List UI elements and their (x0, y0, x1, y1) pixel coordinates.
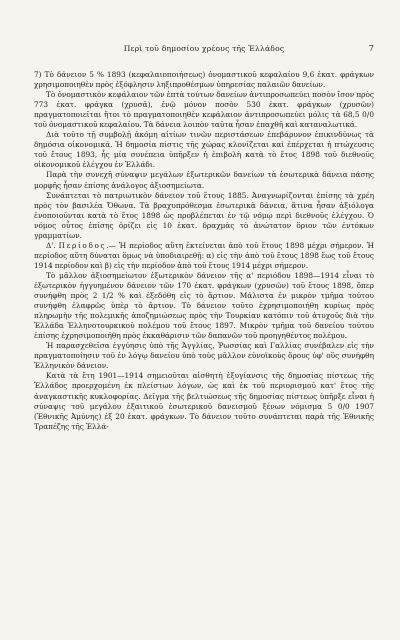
page-number: 7 (368, 44, 374, 53)
header-title: Περὶ τοῦ δημοσίου χρέους τῆς Ἑλλάδος (123, 44, 285, 53)
paragraph-1901-1914: Κατὰ τὰ ἔτη 1901—1914 σημειοῦται αἰσθητὴ ἐξυγίανσις τῆς δημοσίας πίστεως τῆς Ἑλλάδος προερχομένη ἐκ πλείστων λόγων, ὡς καὶ ἐκ τοῦ περιορισμοῦ κατ' ἔτος τῆς ἀναγκαστικῆς κυκλοφορίας. Δεῖγμα τῆς βελτιώσεως τῆς δημοσίας πίστεως ὑπῆρξε εἶναι ἡ σύναψις τοῦ μεγάλου ἐξαιτικοῦ ἐσωτερικοῦ δανεισμοῦ ξένων νόμισμα 5 0/0 1907 (Ἐθνικῆς Ἀμύνης) ἐξ 20 ἑκατ. φράγκων. Τὸ δάνειον τοῦτο συνάπτεται παρὰ τῆς Ἐθνικῆς Τραπέζης τῆς Ἑλλά- (34, 371, 374, 431)
paragraph-loan-1898: Τὸ μᾶλλον ἀξιοσημείωτον ἐξωτερικὸν δάνειον τῆς α' περιόδου 1898—1914 εἶναι τὸ ἐξωτερικὸν ἠγγυημένον δάνειον τῶν 170 ἑκατ. φράγκων (χρυσῶν) τοῦ ἔτους 1898, ὅπερ συνήφθη πρὸς 2 1/2 % καὶ ἐξεδόθη εἰς τὸ ἄρτιον. Μάλιστα ἐν μικρὸν τμῆμα τούτου συνήφθη ἐλαφρῶς ὑπὲρ τὸ ἄρτιον. Τὸ δάνειον τοῦτο ἐχρησιμοποιήθη κυρίως πρὸς πληρωμὴν τῆς πολεμικῆς ἀποζημιώσεως πρὸς τὴν Τουρκίαν κατόπιν τοῦ ἀτυχοῦς διὰ τὴν Ἑλλάδα Ἑλληνοτουρκικοῦ πολέμου τοῦ ἔτους 1897. Μικρὸν τμῆμα τοῦ δανείου τούτου ἐπίσης ἐχρησιμοποιήθη πρὸς ἐκκαθάρισιν τῶν δαπανῶν τοῦ προηγηθέντος πολέμου. (34, 270, 374, 341)
section-prefix: Δ'. (46, 240, 56, 250)
paragraph-period-d (34, 241, 374, 271)
paragraph-capital-summary: Τὸ ὀνομαστικὸν κεφάλαιον τῶν ἑπτὰ τούτων δανείων ἀντιπροσωπεύει ποσὸν ἴσον πρὸς 773 ἑκατ. φράγκα (χρυσᾶ), ἐνῷ μόνον ποσὸν 530 ἑκατ. φράγκων (χρυσῶν) πραγματοποιεῖται ἤτοι τὸ πραγματοποιηθὲν κεφάλαιον ἀντιπροσωπεύει μόλις τὰ 68,5 0/0 τοῦ ὀνομαστικοῦ κεφαλαίου. Τὰ δάνεια λοιπὸν ταῦτα ἦσαν ἐπαχθῆ καὶ καταναλωτικά. (34, 90, 374, 130)
paragraph-bankruptcy: Διὰ τοῦτο τῇ συμβολῇ ἀκόμη αἰτίων τινῶν περιστάσεων ἐπεβάρυνον ἐπικινδύνως τὰ δημόσια οἰκονομικά. Ἡ δημοσία πίστις τῆς χώρας κλονίζεται καὶ ἐπέρχεται ἡ πτώχευσις τοῦ ἔτους 1893, ἧς μία συνέπεια ὑπῆρξεν ἡ ἐπιβολὴ κατὰ τὸ ἔτος 1898 τοῦ διεθνοῦς οἰκονομικοῦ ἐλέγχου ἐν Ἑλλάδι. (34, 130, 374, 170)
paragraph-item-7: 7) Τὸ δάνειον 5 % 1893 (κεφαλαιοποιήσεως) ὀνομαστικοῦ κεφαλαίου 9,6 ἑκατ. φράγκων χρησιμοποιηθὲν πρὸς ἐξόφλησιν ληξιπροθέσμων ὑπηρεσίας παλαιῶν δανείων. (34, 70, 374, 90)
paragraph-internal-loans: Παρὰ τὴν συνεχῆ σύναψιν μεγάλων ἐξωτερικῶν δανείων τὰ ἐσωτερικὰ δάνεια πάσης μορφῆς ἦσαν ἐπίσης ἀνάλογος ἀξιοσημείωτα. (34, 170, 374, 190)
section-heading: Περίοδος (58, 240, 107, 250)
section-text: .— Ἡ περίοδος αὕτη ἐκτείνεται ἀπὸ τοῦ ἔτους 1898 μέχρι σήμερον. Ἡ περίοδος αὕτη δύναται ὅμως νὰ ὑποδιαιρεθῇ: α) εἰς τὴν ἀπὸ τοῦ ἔτους 1898 ἕως τοῦ ἔτους 1914 περίοδον καὶ β) εἰς τὴν περίοδον ἀπὸ τοῦ ἔτους 1914 μέχρι σήμερον. (34, 240, 374, 270)
body-text (34, 70, 374, 432)
running-header (34, 44, 374, 58)
paragraph-guarantee: Ἡ παρασχεθεῖσα ἐγγύησις ὑπὸ τῆς Ἀγγλίας, Ῥωσσίας καὶ Γαλλίας συνέβαλεν εἰς τὴν πραγματοποίησιν τοῦ ἐν λόγῳ δανείου ὑπὸ τοὺς μᾶλλον εὐνοϊκοὺς ὅρους ὑφ' οὓς συνήφθη Ἑλληνικὸν δάνειον. (34, 341, 374, 371)
paragraph-patriotic-loan: Συνάπτεται τὸ πατριωτικὸν δάνειον τοῦ ἔτους 1885. Ἀναγνωρίζονται ἐπίσης τὰ χρέη πρὸς τὸν βασιλέα Ὄθωνα. Τὰ βραχυπρόθεσμα ἐσωτερικὰ δάνεια, ἅτινα ἦσαν ἀξιόλογα ἐνοποιοῦνται κατὰ τὸ ἔτος 1898 ὡς προβλέπεται ἐν τῷ νόμῳ περὶ διεθνοῦς ἐλέγχου. Ὁ νόμος οὗτος ἐπίσης ὁρίζει εἰς 10 ἑκατ. δραχμὰς τὸ ἀνώτατον ὅριον τῶν ἐντόκων γραμματίων. (34, 190, 374, 240)
